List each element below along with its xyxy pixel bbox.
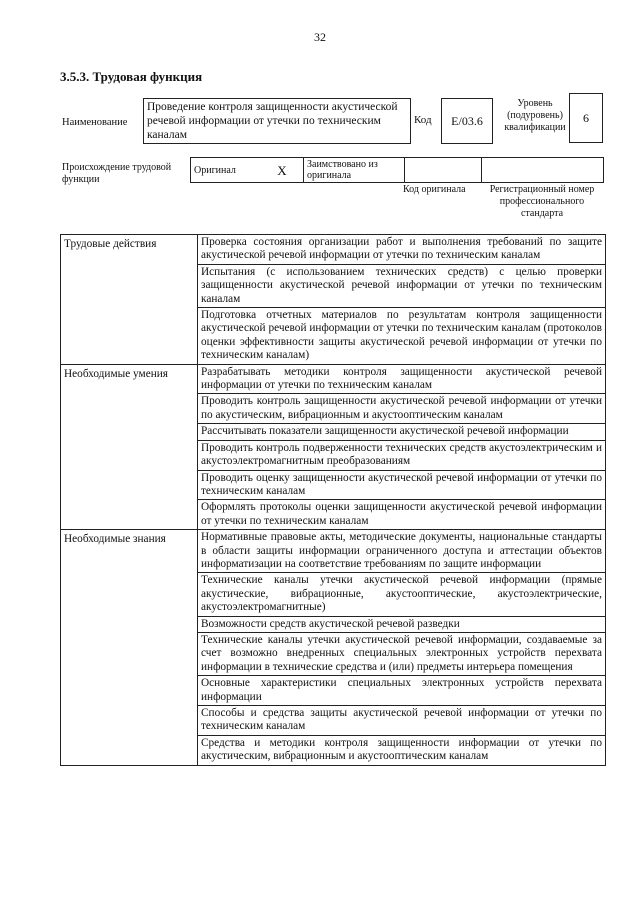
function-table [60,234,606,766]
item-text: Возможности средств акустической речевой разведки [198,616,606,632]
item-text: Испытания (с использованием технических средств) с целью проверки защищенности акустической речевой информации от утечки по техническим каналам [198,264,606,307]
table-row [61,235,606,265]
item-text: Оформлять протоколы оценки защищенности акустической речевой информации от утечки по техническим каналам [198,500,606,530]
code-original-label: Код оригинала [403,184,466,195]
code-value: E/03.6 [441,98,493,144]
category-label: Трудовые действия [61,235,198,365]
code-label: Код [414,114,432,126]
category-label: Необходимые знания [61,530,198,766]
item-text: Технические каналы утечки акустической речевой информации, создаваемые за счет возможно внедренных специальных электронных устройств перехвата информации в технические средства и (или) предметы интерьера помещения [198,632,606,675]
item-text: Нормативные правовые акты, методические документы, национальные стандарты в области защиты информации ограниченного доступа и аттестации объектов информатизации на соответствие требованиям по защите информации [198,530,606,573]
item-text: Основные характеристики специальных электронных устройств перехвата информации [198,676,606,706]
item-text: Способы и средства защиты акустической речевой информации от утечки по техническим каналам [198,706,606,736]
table-row [61,530,606,573]
item-text: Проводить оценку защищенности акустической речевой информации от утечки по техническим каналам [198,470,606,500]
item-text: Разрабатывать методики контроля защищенности акустической речевой информации от утечки по техническим каналам [198,364,606,394]
level-label: Уровень (подуровень) квалификации [504,98,566,133]
name-label: Наименование [62,117,128,128]
item-text: Средства и методики контроля защищенности информации от утечки по акустическим, вибрационным и акустооптическим каналам [198,735,606,765]
original-mark: X [261,158,304,183]
reg-number-cell [482,158,604,183]
item-text: Проверка состояния организации работ и выполнения требований по защите акустической речевой информации от утечки по техническим каналам [198,235,606,265]
item-text: Проводить контроль защищенности акустической речевой информации от утечки по акустическим, вибрационным и акустооптическим каналам [198,394,606,424]
original-label: Оригинал [191,158,262,183]
reg-number-label: Регистрационный номер профессионального стандарта [489,184,595,219]
item-text: Проводить контроль подверженности технических средств акустоэлектрическим и акустоэлектромагнитным преобразованиям [198,440,606,470]
origin-label: Происхождение трудовой функции [62,162,172,185]
item-text: Технические каналы утечки акустической речевой информации (прямые акустические, вибрационные, акустооптические, акустоэлектрические, акустоэлектромагнитные) [198,573,606,616]
section-title: 3.5.3. Трудовая функция [60,69,203,84]
item-text: Подготовка отчетных материалов по результатам контроля защищенности акустической речевой информации от утечки по техническим каналам (протоколов оценки эффективности защиты акустической речевой информации от утечки по техническим каналам) [198,308,606,365]
item-text: Рассчитывать показатели защищенности акустической речевой информации [198,424,606,440]
table-row [61,364,606,394]
level-value: 6 [569,93,603,143]
borrowed-label: Заимствовано из оригинала [304,158,405,183]
code-original-cell [405,158,482,183]
origin-row [190,157,604,183]
name-value: Проведение контроля защищенности акустической речевой информации от утечки по техническим каналам [143,98,411,144]
page-number: 32 [314,30,326,44]
category-label: Необходимые умения [61,364,198,529]
